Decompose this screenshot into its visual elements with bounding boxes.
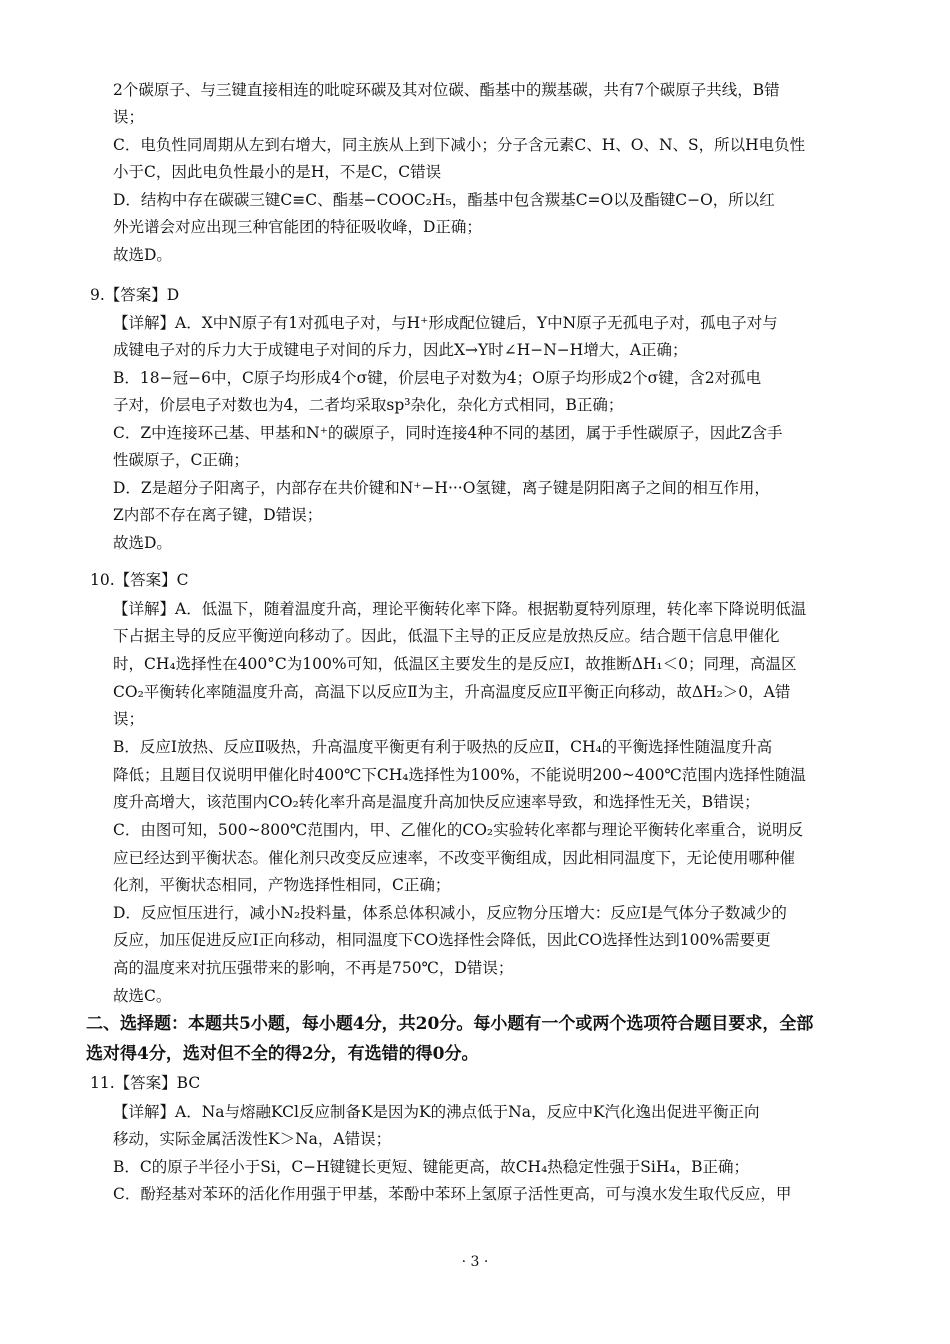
text-line: B．C的原子半径小于Si，C−H键键长更短、键能更高，故CH₄热稳定性强于SiH₄，B正确； (113, 1158, 749, 1176)
text-line: 小于C，因此电负性最小的是H，不是C，C错误 (113, 163, 442, 181)
text-line: 化剂，平衡状态相同，产物选择性相同，C正确； (113, 876, 451, 894)
text-line: 误； (113, 108, 145, 126)
text-line: 下占据主导的反应平衡逆向移动了。因此，低温下主导的正反应是放热反应。结合题干信息甲催化 (113, 627, 780, 645)
text-line: 成键电子对的斥力大于成键电子对间的斥力，因此X→Y时∠H−N−H增大，A正确； (113, 341, 688, 359)
text-line: B．反应I放热、反应Ⅱ吸热，升高温度平衡更有利于吸热的反应Ⅱ，CH₄的平衡选择性随温度升高 (113, 738, 773, 756)
text-line: 【详解】A．Na与熔融KCl反应制备K是因为K的沸点低于Na，反应中K汽化逸出促进平衡正向 (113, 1103, 760, 1121)
text-line: Z内部不存在离子键，D错误； (113, 506, 323, 524)
text-line: C．酚羟基对苯环的活化作用强于甲基，苯酚中苯环上氢原子活性更高，可与溴水发生取代反应，甲 (113, 1185, 792, 1203)
text-line: D．结构中存在碳碳三键C≡C、酯基−COOC₂H₅，酯基中包含羰基C=O以及酯键C−O，所以红 (113, 191, 775, 209)
text-line: 移动，实际金属活泼性K＞Na，A错误； (113, 1130, 392, 1148)
text-line: 故选D。 (113, 534, 172, 552)
text-line: 高的温度来对抗压强带来的影响，不再是750℃，D错误； (113, 959, 514, 977)
text-line: 外光谱会对应出现三种官能团的特征吸收峰，D正确； (113, 218, 482, 236)
page-number: · 3 · (461, 1254, 489, 1270)
text-line: D．反应恒压进行，减小N₂投料量，体系总体积减小，反应物分压增大：反应Ⅰ是气体分子数减少的 (113, 904, 787, 922)
answer-heading-9: 9.【答案】D (90, 286, 180, 304)
text-line: 时，CH₄选择性在400°C为100%可知，低温区主要发生的是反应Ⅰ，故推断ΔH₁＜0；同理，高温区 (113, 655, 797, 673)
text-line: 误； (113, 710, 145, 728)
answer-heading-10: 10.【答案】C (90, 571, 189, 589)
text-line: 度升高增大，该范围内CO₂转化率升高是温度升高加快反应速率导致，和选择性无关，B错误； (113, 793, 760, 811)
text-line: 性碳原子，C正确； (113, 451, 249, 469)
text-line: B．18−冠−6中，C原子均形成4个σ键，价层电子对数为4；O原子均形成2个σ键，含2对孤电 (113, 369, 762, 387)
text-line: 2个碳原子、与三键直接相连的吡啶环碳及其对位碳、酯基中的羰基碳，共有7个碳原子共线，B错 (113, 81, 780, 99)
section-heading: 选对得4分，选对但不全的得2分，有选错的得0分。 (86, 1044, 479, 1064)
text-line: 故选D。 (113, 246, 172, 264)
text-line: 【详解】A．X中N原子有1对孤电子对，与H⁺形成配位键后，Y中N原子无孤电子对，孤电子对与 (113, 314, 778, 332)
text-line: 子对，价层电子对数也为4，二者均采取sp³杂化，杂化方式相同，B正确； (113, 396, 624, 414)
text-line: D．Z是超分子阳离子，内部存在共价键和N⁺−H···O氢键，离子键是阴阳离子之间的相互作用， (113, 479, 770, 497)
text-line: C．由图可知，500~800℃范围内，甲、乙催化的CO₂实验转化率都与理论平衡转化率重合，说明反 (113, 821, 804, 839)
text-line: C．Z中连接环己基、甲基和N⁺的碳原子，同时连接4种不同的基团，属于手性碳原子，因此Z含手 (113, 424, 783, 442)
text-line: CO₂平衡转化率随温度升高，高温下以反应Ⅱ为主，升高温度反应Ⅱ平衡正向移动，故ΔH₂＞0，A错 (113, 683, 791, 701)
text-line: C．电负性同周期从左到右增大，同主族从上到下减小；分子含元素C、H、O、N、S，所以H电负性 (113, 136, 806, 154)
text-line: 降低；且题目仅说明甲催化时400℃下CH₄选择性为100%，不能说明200~400℃范围内选择性随温 (113, 766, 806, 784)
text-line: 故选C。 (113, 987, 172, 1005)
text-line: 【详解】A．低温下，随着温度升高，理论平衡转化率下降。根据勒夏特列原理，转化率下降说明低温 (113, 600, 807, 618)
text-line: 应已经达到平衡状态。催化剂只改变反应速率，不改变平衡组成，因此相同温度下，无论使用哪种催 (113, 849, 796, 867)
answer-heading-11: 11.【答案】BC (90, 1074, 201, 1092)
section-heading: 二、选择题：本题共5小题，每小题4分，共20分。每小题有一个或两个选项符合题目要求，全部 (86, 1014, 814, 1034)
text-line: 反应，加压促进反应Ⅰ正向移动，相同温度下CO选择性会降低，因此CO选择性达到100%需要更 (113, 931, 771, 949)
